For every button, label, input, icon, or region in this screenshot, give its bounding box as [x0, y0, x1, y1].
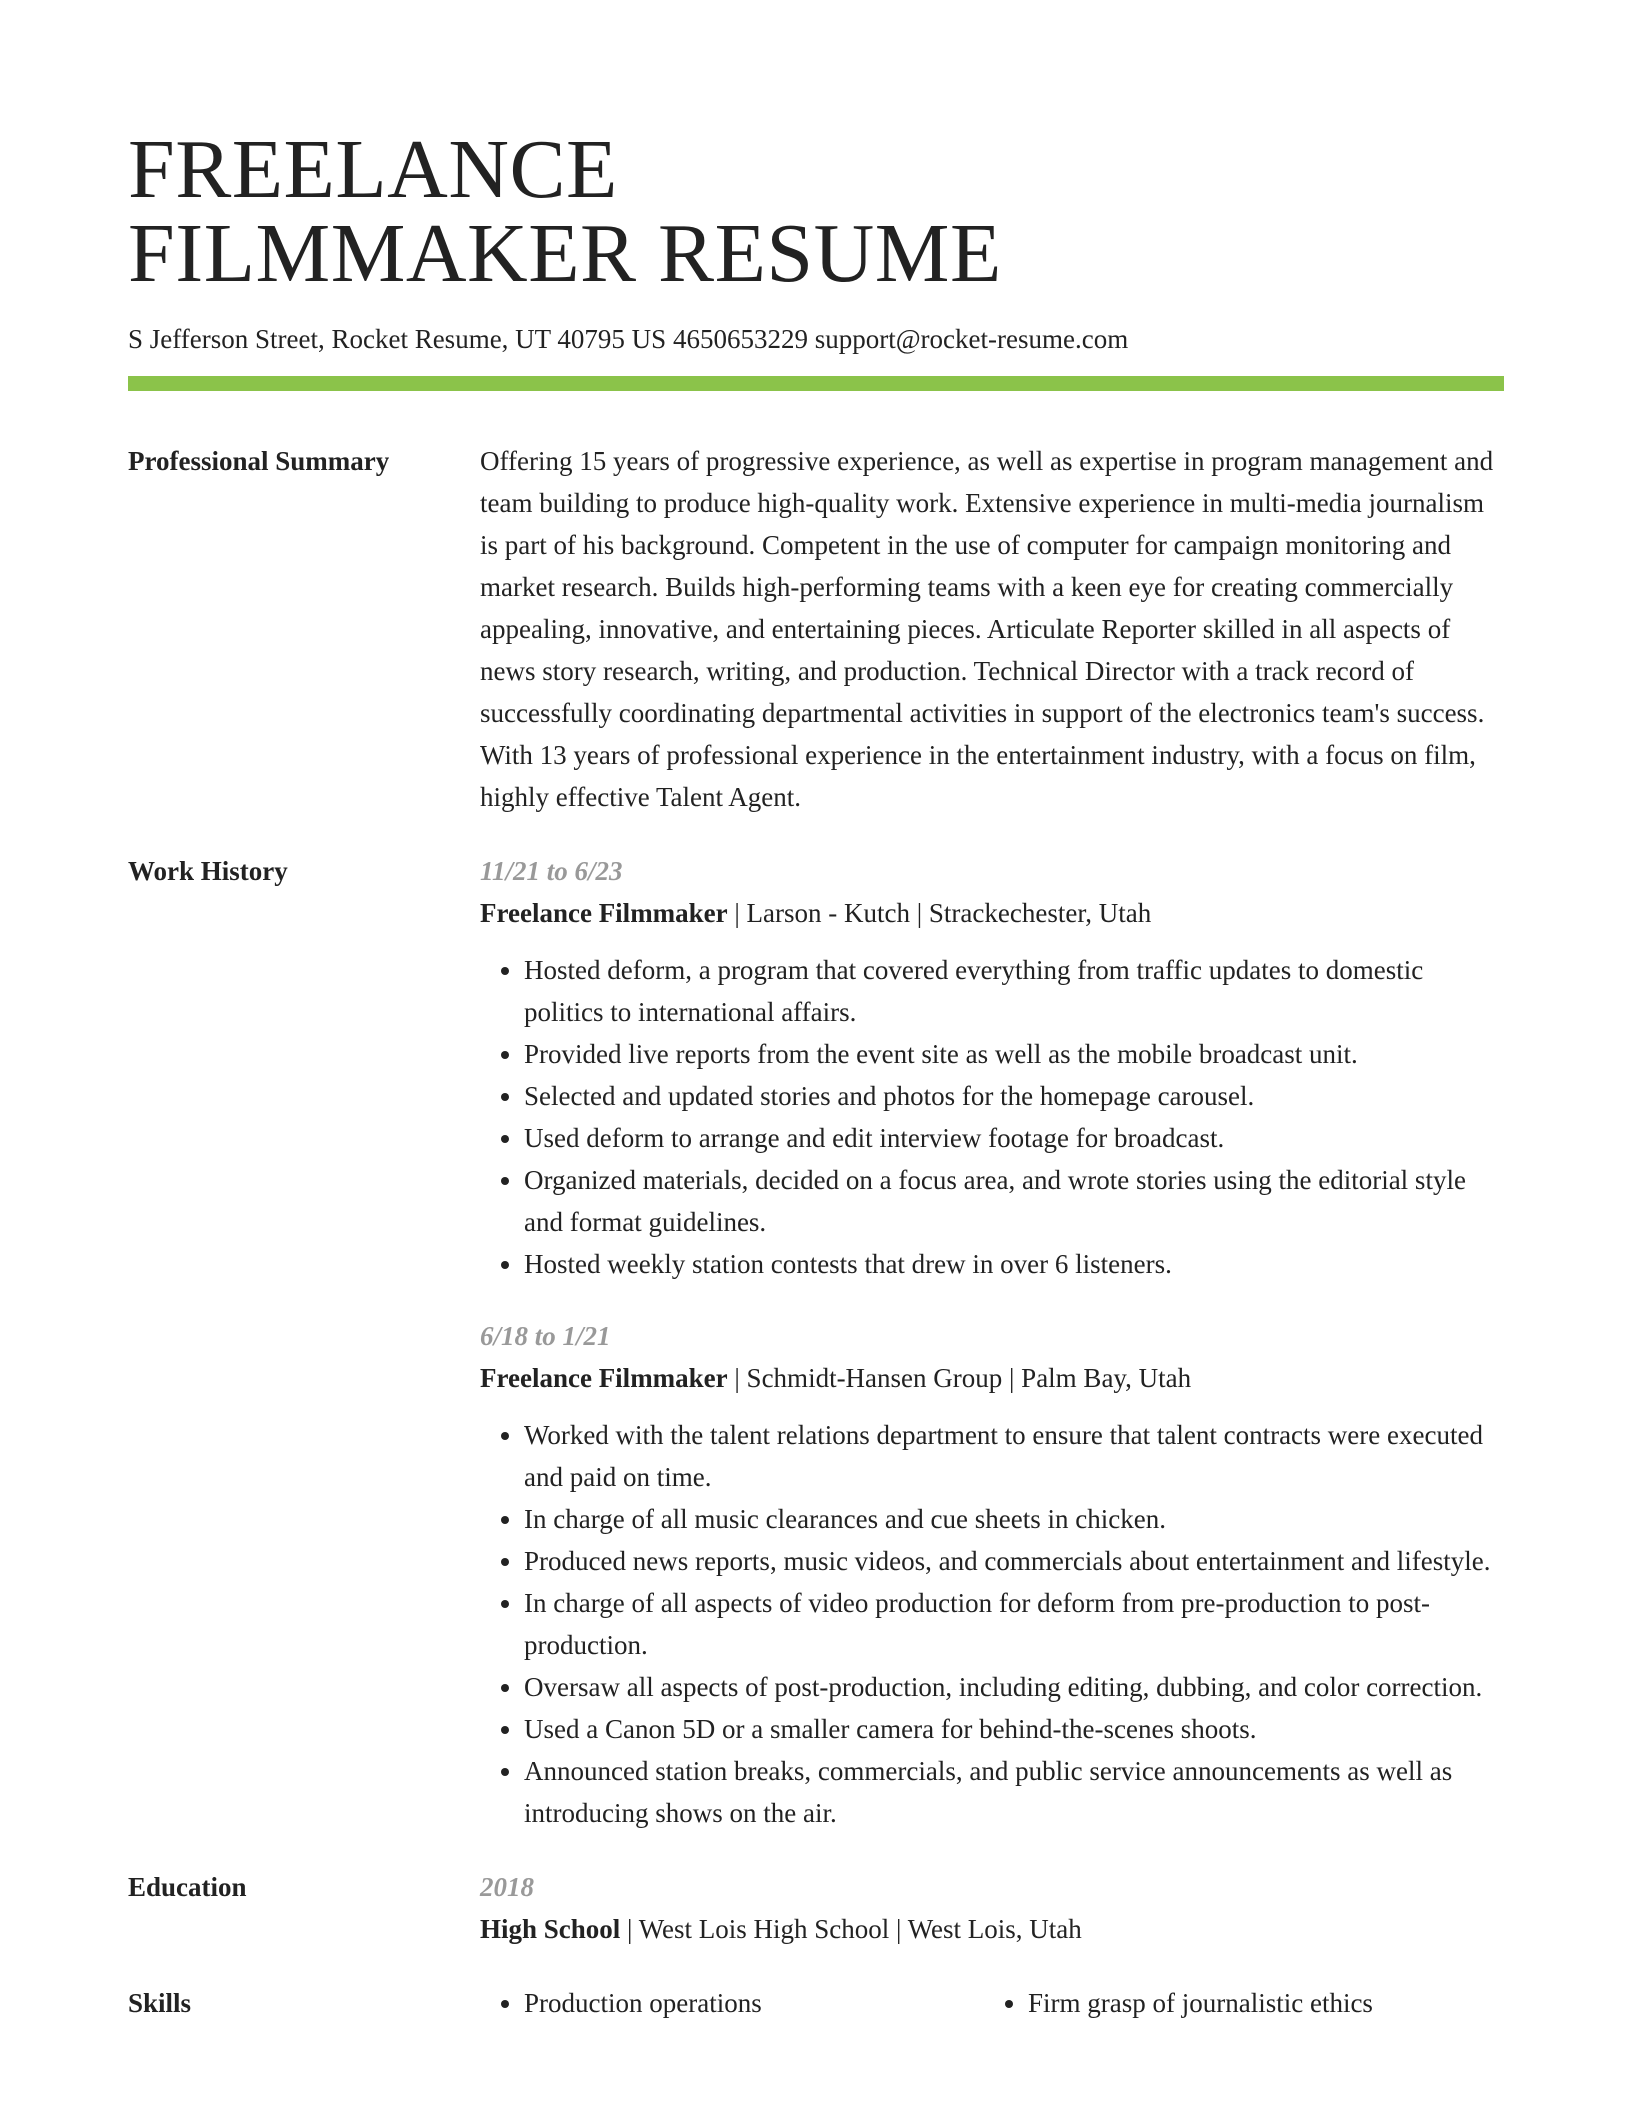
education-heading: [480, 1908, 1504, 1950]
job-heading: [480, 1357, 1504, 1399]
skills-column-left: [480, 1982, 984, 2024]
list-item: • Used deform to arrange and edit interview footage for broadcast.: [524, 1117, 1504, 1159]
skills-column-right: [984, 1982, 1488, 2024]
summary-body: [480, 440, 1504, 818]
skills-grid: [480, 1982, 1504, 2024]
education-details: | West Lois High School | West Lois, Utah: [620, 1914, 1082, 1944]
section-label-skills: Skills: [128, 1988, 192, 2018]
list-item: • In charge of all aspects of video production for deform from pre-production to post-production.: [524, 1582, 1504, 1666]
job-date: 11/21 to 6/23: [480, 856, 623, 886]
title-line-2: FILMMAKER RESUME: [128, 207, 1002, 300]
section-education: [128, 1866, 1504, 1950]
job-title: Freelance Filmmaker: [480, 1363, 728, 1393]
section-label-summary: Professional Summary: [128, 446, 390, 476]
list-item: • Announced station breaks, commercials, and public service announcements as well as introducing shows on the air.: [524, 1750, 1504, 1834]
job-bullets: [480, 949, 1504, 1285]
section-label-education: Education: [128, 1872, 247, 1902]
skills-body: [480, 1982, 1504, 2024]
job-details: | Schmidt-Hansen Group | Palm Bay, Utah: [727, 1363, 1192, 1393]
list-item: • In charge of all music clearances and cue sheets in chicken.: [524, 1498, 1504, 1540]
title-line-1: FREELANCE: [128, 123, 618, 216]
section-summary: [128, 440, 1504, 818]
list-item: • Provided live reports from the event site as well as the mobile broadcast unit.: [524, 1033, 1504, 1075]
education-date: 2018: [480, 1872, 534, 1902]
job-entry: [480, 1315, 1504, 1834]
education-title: High School: [480, 1914, 621, 1944]
list-item: • Firm grasp of journalistic ethics: [1028, 1982, 1488, 2024]
job-date: 6/18 to 1/21: [480, 1321, 611, 1351]
section-label-work: Work History: [128, 856, 288, 886]
job-title: Freelance Filmmaker: [480, 898, 728, 928]
list-item: • Hosted deform, a program that covered everything from traffic updates to domestic politics to international affairs.: [524, 949, 1504, 1033]
job-bullets: [480, 1414, 1504, 1834]
list-item: • Selected and updated stories and photos for the homepage carousel.: [524, 1075, 1504, 1117]
list-item: • Used a Canon 5D or a smaller camera for behind-the-scenes shoots.: [524, 1708, 1504, 1750]
list-item: • Production operations: [524, 1982, 984, 2024]
contact-info: S Jefferson Street, Rocket Resume, UT 40795 US 4650653229 support@rocket-resume.com: [128, 324, 1129, 354]
summary-text: Offering 15 years of progressive experience, as well as expertise in program management and team building to produce high-quality work. Extensive experience in multi-media journalism is part of his background. Competent in the use of computer for campaign monitoring and market research. Builds high-performing teams with a keen eye for creating commercially appealing, innovative, and entertaining pieces. Articulate Reporter skilled in all aspects of news story research, writing, and production. Technical Director with a track record of successfully coordinating departmental activities in support of the electronics team's success. With 13 years of professional experience in the entertainment industry, with a focus on film, highly effective Talent Agent.: [480, 446, 1494, 812]
section-work-history: [128, 850, 1504, 1834]
work-body: [480, 850, 1504, 1834]
education-body: [480, 1866, 1504, 1950]
job-details: | Larson - Kutch | Strackechester, Utah: [727, 898, 1152, 928]
accent-divider: [128, 376, 1504, 391]
job-entry: [480, 850, 1504, 1285]
list-item: • Produced news reports, music videos, and commercials about entertainment and lifestyle.: [524, 1540, 1504, 1582]
resume-header: [128, 123, 1504, 391]
list-item: • Worked with the talent relations department to ensure that talent contracts were executed and paid on time.: [524, 1414, 1504, 1498]
list-item: • Organized materials, decided on a focus area, and wrote stories using the editorial style and format guidelines.: [524, 1159, 1504, 1243]
list-item: • Hosted weekly station contests that drew in over 6 listeners.: [524, 1243, 1504, 1285]
section-skills: [128, 1982, 1504, 2024]
job-heading: [480, 892, 1504, 934]
list-item: • Oversaw all aspects of post-production, including editing, dubbing, and color correction.: [524, 1666, 1504, 1708]
